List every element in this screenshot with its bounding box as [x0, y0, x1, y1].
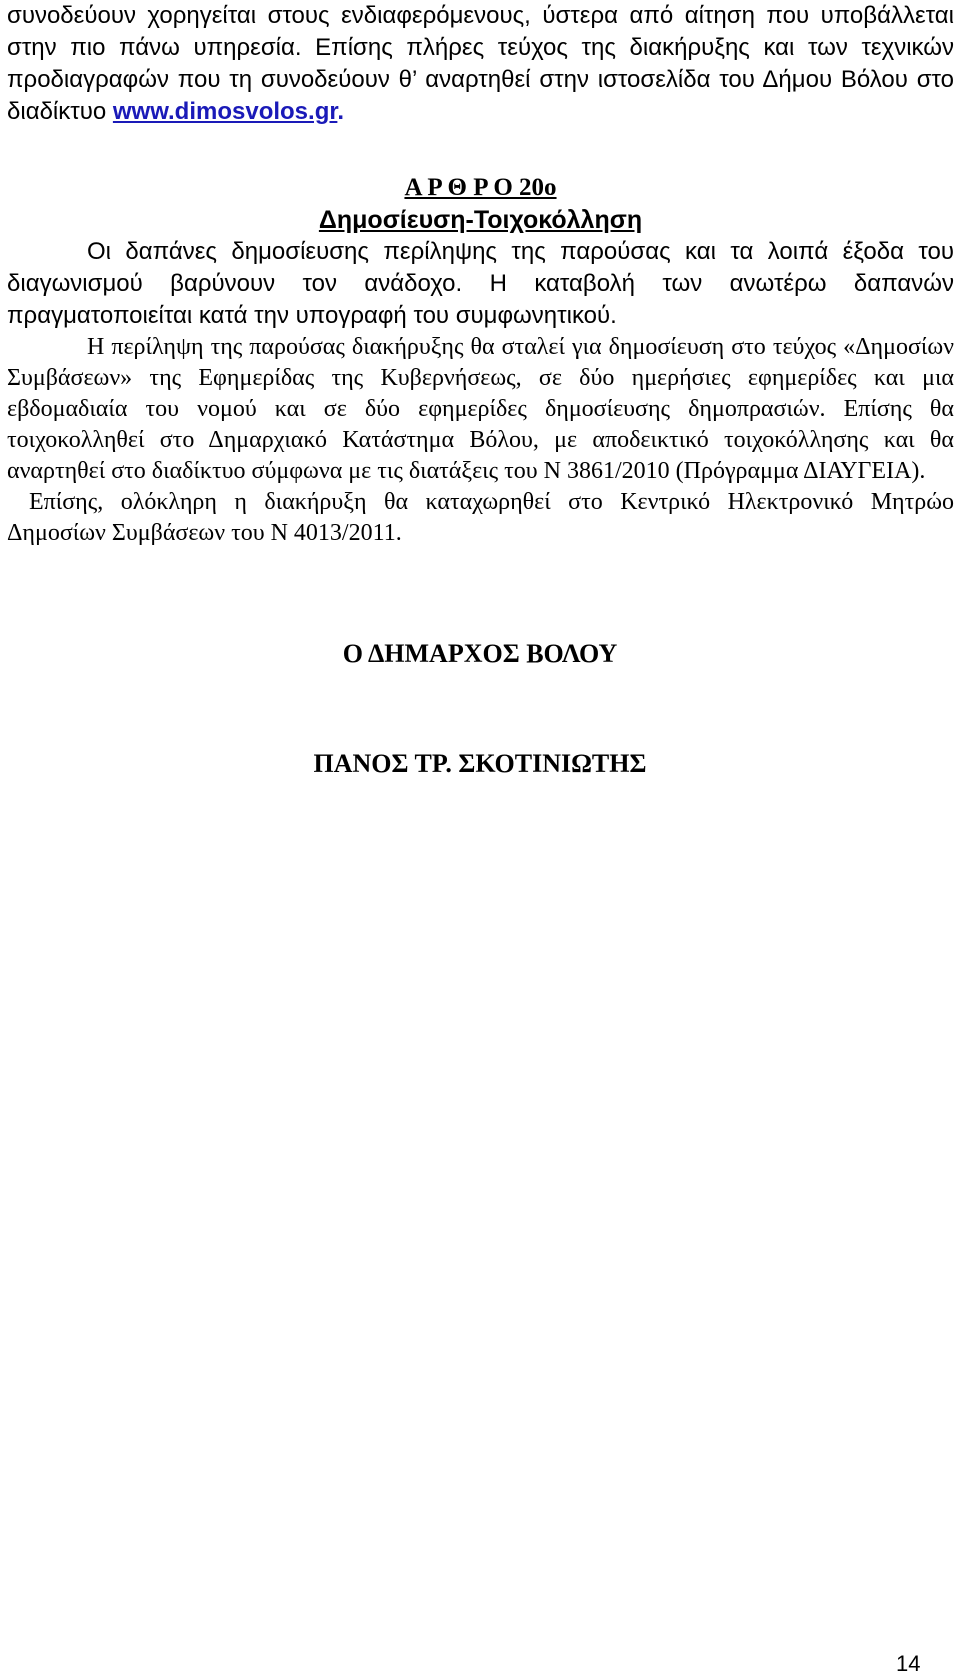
intro-paragraph: [7, 0, 954, 128]
article-paragraph-3: Επίσης, ολόκληρη η διακήρυξη θα καταχωρηθεί στο Κεντρικό Ηλεκτρονικό Μητρώο Δημοσίων Συμβάσεων του Ν 4013/2011.: [7, 489, 954, 546]
signature-name: ΠΑΝΟΣ ΤΡ. ΣΚΟΤΙΝΙΩΤΗΣ: [313, 749, 647, 778]
article-title: Δημοσίευση-Τοιχοκόλληση: [318, 206, 643, 234]
article-number: Α Ρ Θ Ρ Ο 20ο: [404, 174, 557, 201]
intro-text: συνοδεύουν χορηγείται στους ενδιαφερόμενους, ύστερα από αίτηση που υποβάλλεται στην πιο πάνω υπηρεσία. Επίσης πλήρες τεύχος της διακήρυξης και των τεχνικών προδιαγραφών που τη συνοδεύουν θ’ αναρτηθεί στην ιστοσελίδα του Δήμου Βόλου στο διαδίκτυο: [7, 2, 954, 125]
link-period: .: [337, 98, 345, 125]
document-page: [7, 0, 954, 549]
spacer: [7, 128, 954, 172]
signature-role: Ο ΔΗΜΑΡΧΟΣ ΒΟΛΟΥ: [342, 639, 618, 668]
article-paragraph-1: Οι δαπάνες δημοσίευσης περίληψης της παρούσας και τα λοιπά έξοδα του διαγωνισμού βαρύνουν τον ανάδοχο. Η καταβολή των ανωτέρω δαπανών πραγματοποιείται κατά την υπογραφή του συμφωνητικού.: [7, 238, 954, 329]
article-paragraph-2: Η περίληψη της παρούσας διακήρυξης θα σταλεί για δημοσίευση στο τεύχος «Δημοσίων Συμβάσεων» της Εφημερίδας της Κυβερνήσεως, σε δύο ημερήσιες εφημερίδες και μια εβδομαδιαία του νομού και σε δύο εφημερίδες δημοσίευσης δημοπρασιών. Επίσης θα τοιχοκολληθεί στο Δημαρχιακό Κατάστημα Βόλου, με αποδεικτικό τοιχοκόλλησης και θα αναρτηθεί στο διαδίκτυο σύμφωνα με τις διατάξεις του Ν 3861/2010 (Πρόγραμμα ΔΙΑΥΓΕΙΑ).: [7, 334, 954, 484]
website-link[interactable]: www.dimosvolos.gr: [112, 98, 338, 125]
page-number: 14: [896, 1651, 921, 1676]
